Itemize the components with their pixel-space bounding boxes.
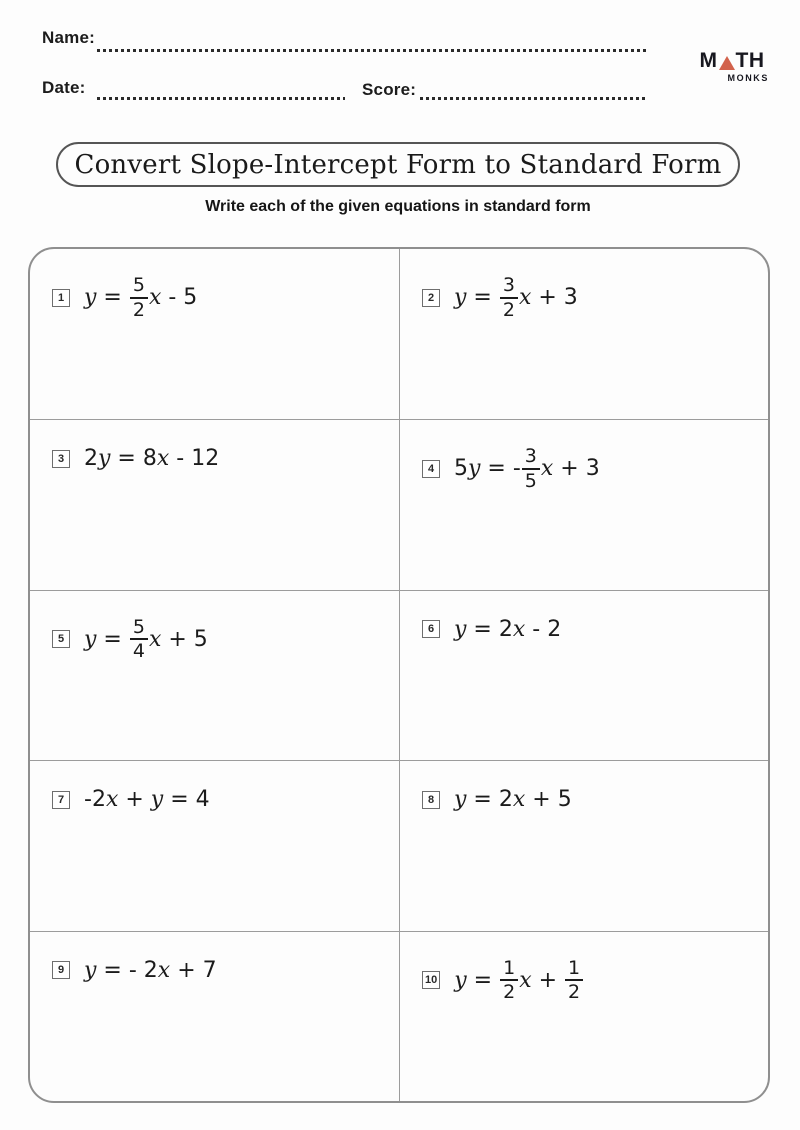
problem-cell-10[interactable] bbox=[399, 931, 768, 1101]
equation-variable: y bbox=[98, 446, 111, 472]
equation-text: = bbox=[96, 626, 129, 652]
score-input-line[interactable] bbox=[420, 97, 648, 100]
equation bbox=[454, 787, 572, 812]
equation-variable: y bbox=[454, 967, 467, 993]
equation-text: = 2 bbox=[466, 787, 513, 813]
problem-cell-8[interactable] bbox=[399, 760, 768, 930]
math-monks-logo bbox=[694, 50, 770, 83]
problem-number-box: 10 bbox=[422, 971, 440, 989]
equation-text: - 2 bbox=[525, 616, 562, 642]
fraction: $\frac{1}{2}$ bbox=[500, 958, 518, 1003]
equation-text: + bbox=[118, 787, 151, 813]
equation bbox=[84, 275, 197, 320]
problem-row bbox=[52, 446, 399, 471]
equation-text: 2 bbox=[84, 446, 98, 472]
name-input-line[interactable] bbox=[97, 49, 648, 52]
equation-variable: x bbox=[157, 957, 171, 983]
logo-letter-m: M bbox=[699, 49, 718, 72]
equation bbox=[84, 787, 210, 812]
equation bbox=[454, 275, 578, 320]
problem-cell-2[interactable] bbox=[399, 249, 768, 419]
fraction: $\frac{5}{4}$ bbox=[130, 617, 148, 662]
equation-variable: y bbox=[468, 456, 481, 482]
equation-text: = bbox=[466, 967, 500, 993]
equation-variable: x bbox=[156, 446, 170, 472]
problem-number-box: 4 bbox=[422, 460, 440, 478]
equation-text: - 12 bbox=[169, 446, 220, 472]
equation-text: + 7 bbox=[170, 957, 217, 983]
equation-variable: x bbox=[148, 626, 162, 652]
equation-text: = - bbox=[480, 456, 521, 482]
equation-text: + 5 bbox=[525, 787, 572, 813]
equation-variable: x bbox=[518, 285, 532, 311]
problem-row bbox=[52, 787, 399, 812]
problem-row bbox=[422, 617, 768, 642]
equation-variable: y bbox=[84, 626, 97, 652]
equation-variable: y bbox=[150, 787, 164, 813]
problem-number-box: 9 bbox=[52, 961, 70, 979]
problem-number-box: 8 bbox=[422, 791, 440, 809]
equation bbox=[84, 958, 217, 983]
equation-variable: x bbox=[540, 456, 554, 482]
equation bbox=[454, 446, 600, 491]
title-banner bbox=[56, 142, 740, 187]
fraction: $\frac{1}{2}$ bbox=[565, 958, 583, 1003]
equation-variable: x bbox=[512, 787, 526, 813]
problem-row bbox=[52, 958, 399, 983]
equation-variable: y bbox=[454, 787, 467, 813]
equation-text: + 5 bbox=[161, 626, 208, 652]
equation-variable: x bbox=[512, 616, 526, 642]
problem-row bbox=[52, 617, 399, 662]
score-label: Score: bbox=[362, 80, 417, 99]
equation-variable: y bbox=[84, 285, 97, 311]
equation bbox=[84, 617, 208, 662]
equation-variable: y bbox=[454, 616, 467, 642]
problem-number-box: 6 bbox=[422, 620, 440, 638]
problem-cell-3[interactable] bbox=[30, 419, 399, 589]
equation-text: = - 2 bbox=[96, 957, 158, 983]
equation-text: + bbox=[531, 967, 565, 993]
equation-text: + 3 bbox=[531, 285, 578, 311]
date-label: Date: bbox=[42, 78, 86, 97]
problem-cell-6[interactable] bbox=[399, 590, 768, 760]
problems-grid bbox=[28, 247, 770, 1103]
problem-cell-4[interactable] bbox=[399, 419, 768, 589]
equation-text: = bbox=[96, 285, 129, 311]
equation-text: 5 bbox=[454, 456, 468, 482]
equation bbox=[454, 958, 584, 1003]
equation-variable: y bbox=[454, 285, 467, 311]
equation-text: = 4 bbox=[163, 787, 210, 813]
equation-text: = bbox=[466, 285, 499, 311]
logo-subtext: MONKS bbox=[727, 73, 769, 83]
problem-number-box: 3 bbox=[52, 450, 70, 468]
problem-cell-5[interactable] bbox=[30, 590, 399, 760]
problem-row bbox=[422, 958, 768, 1003]
date-input-line[interactable] bbox=[97, 97, 345, 100]
problem-cell-7[interactable] bbox=[30, 760, 399, 930]
equation-variable: x bbox=[148, 285, 162, 311]
problem-number-box: 1 bbox=[52, 289, 70, 307]
problem-row bbox=[422, 446, 768, 491]
problem-row bbox=[52, 275, 399, 320]
logo-triangle-icon bbox=[719, 56, 735, 70]
equation bbox=[84, 446, 219, 471]
logo-wordmark bbox=[694, 50, 770, 71]
fraction: $\frac{5}{2}$ bbox=[130, 275, 148, 320]
equation-text: -2 bbox=[84, 787, 106, 813]
problem-row bbox=[422, 787, 768, 812]
equation-variable: x bbox=[105, 787, 119, 813]
equation-text: - 5 bbox=[161, 285, 198, 311]
page-title: Convert Slope-Intercept Form to Standard Form bbox=[74, 149, 722, 180]
problem-row bbox=[422, 275, 768, 320]
problem-cell-1[interactable] bbox=[30, 249, 399, 419]
fraction: $\frac{3}{2}$ bbox=[500, 275, 518, 320]
equation-text: = 8 bbox=[110, 446, 157, 472]
equation bbox=[454, 617, 561, 642]
problem-number-box: 2 bbox=[422, 289, 440, 307]
equation-text: + 3 bbox=[553, 456, 600, 482]
problem-cell-9[interactable] bbox=[30, 931, 399, 1101]
problem-number-box: 7 bbox=[52, 791, 70, 809]
name-label: Name: bbox=[42, 28, 95, 47]
equation-text: = 2 bbox=[466, 616, 513, 642]
equation-variable: x bbox=[519, 967, 532, 993]
instructions-text: Write each of the given equations in standard form bbox=[205, 198, 591, 215]
logo-letters-th: TH bbox=[735, 49, 765, 72]
equation-variable: y bbox=[84, 957, 97, 983]
fraction: $\frac{3}{5}$ bbox=[522, 446, 540, 491]
problem-number-box: 5 bbox=[52, 630, 70, 648]
